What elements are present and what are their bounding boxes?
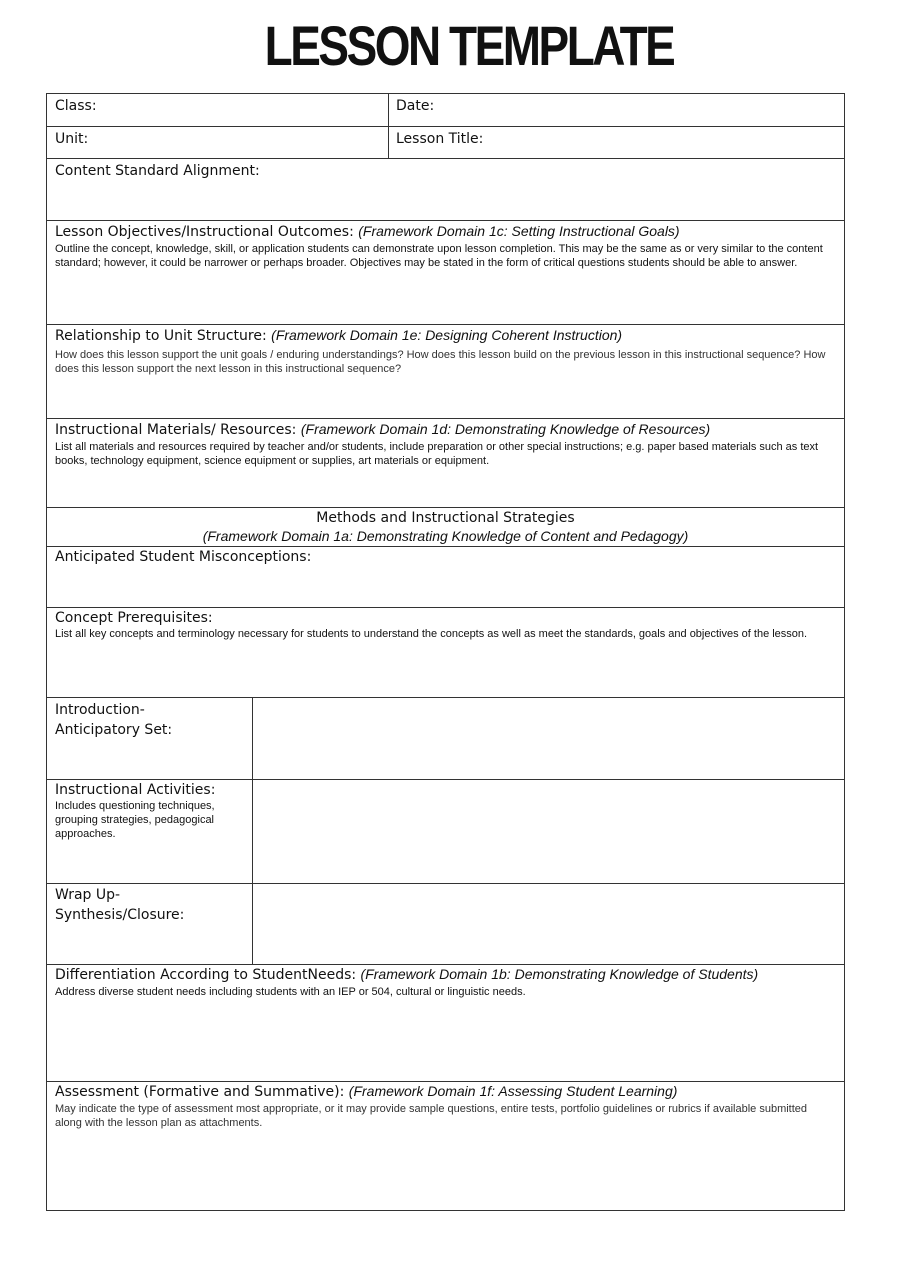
activities-description: Includes questioning techniques, grouping strategies, pedagogical approaches. (55, 800, 215, 840)
introduction-input[interactable] (253, 697, 844, 779)
unit-label: Unit: (55, 131, 89, 147)
objectives-label: Lesson Objectives/Instructional Outcomes: (55, 224, 354, 240)
wrap-up-label-cell (47, 883, 252, 964)
lesson-title-field[interactable] (388, 126, 844, 158)
date-label: Date: (396, 98, 435, 114)
wrap-up-input[interactable] (253, 883, 844, 964)
objectives-domain: (Framework Domain 1c: Setting Instructional Goals) (358, 223, 680, 239)
assessment-description: May indicate the type of assessment most appropriate, or it may provide sample questions, entire tests, portfolio guidelines or rubrics if available submitted along with the lesson plan as attachments. (55, 1103, 808, 1129)
differentiation-label: Differentiation According to StudentNeeds: (55, 967, 357, 983)
materials-description: List all materials and resources required by teacher and/or students, include preparation or other special instructions; e.g. paper based materials such as text books, technology equipment, science equipment or supplies, art materials or equipment. (55, 441, 819, 467)
wrap-up-label-line2: Synthesis/Closure: (55, 907, 185, 923)
content-standard-section[interactable] (47, 158, 844, 220)
unit-field[interactable] (47, 126, 388, 158)
misconceptions-label: Anticipated Student Misconceptions: (55, 549, 312, 565)
differentiation-description: Address diverse student needs including students with an IEP or 504, cultural or linguistic needs. (55, 986, 526, 998)
prerequisites-section[interactable] (47, 607, 844, 697)
activities-input[interactable] (253, 779, 844, 883)
lesson-form (46, 93, 845, 1211)
class-field[interactable] (47, 94, 388, 126)
introduction-label-line1: Introduction- (55, 702, 145, 718)
date-field[interactable] (388, 94, 844, 126)
class-label: Class: (55, 98, 97, 114)
methods-label: Methods and Instructional Strategies (316, 510, 575, 526)
lesson-title-label: Lesson Title: (396, 131, 484, 147)
introduction-label-line2: Anticipatory Set: (55, 722, 173, 738)
activities-label: Instructional Activities: (55, 782, 216, 798)
unit-structure-domain: (Framework Domain 1e: Designing Coherent Instruction) (271, 327, 623, 343)
unit-structure-description: How does this lesson support the unit goals / enduring understandings? How does this lesson build on the previous lesson in this instructional sequence? How does this lesson support the next lesson in this instructional sequence? (55, 349, 826, 375)
assessment-domain: (Framework Domain 1f: Assessing Student Learning) (348, 1083, 678, 1099)
prerequisites-label: Concept Prerequisites: (55, 610, 213, 626)
page-title: LESSON TEMPLATE (264, 14, 674, 77)
activities-label-cell (47, 779, 252, 883)
assessment-section[interactable] (47, 1081, 844, 1210)
materials-domain: (Framework Domain 1d: Demonstrating Knowledge of Resources) (300, 421, 711, 437)
objectives-description: Outline the concept, knowledge, skill, or application students can demonstrate upon lesson completion. This may be the same as or very similar to the content standard; however, it could be narrower or perhaps broader. Objectives may be stated in the form of critical questions students should be able to answer. (55, 243, 823, 269)
differentiation-domain: (Framework Domain 1b: Demonstrating Knowledge of Students) (360, 966, 759, 982)
materials-label: Instructional Materials/ Resources: (55, 422, 297, 438)
methods-header (47, 507, 844, 546)
differentiation-section[interactable] (47, 964, 844, 1081)
prerequisites-description: List all key concepts and terminology necessary for students to understand the concepts as well as meet the standards, goals and objectives of the lesson. (55, 628, 808, 640)
unit-structure-section[interactable] (47, 324, 844, 418)
misconceptions-section[interactable] (47, 546, 844, 607)
content-standard-label: Content Standard Alignment: (55, 163, 260, 179)
unit-structure-label: Relationship to Unit Structure: (55, 328, 267, 344)
objectives-section[interactable] (47, 220, 844, 324)
materials-section[interactable] (47, 418, 844, 507)
methods-domain: (Framework Domain 1a: Demonstrating Knowledge of Content and Pedagogy) (202, 528, 689, 544)
wrap-up-label-line1: Wrap Up- (55, 887, 121, 903)
introduction-label-cell (47, 697, 252, 779)
assessment-label: Assessment (Formative and Summative): (55, 1084, 345, 1100)
